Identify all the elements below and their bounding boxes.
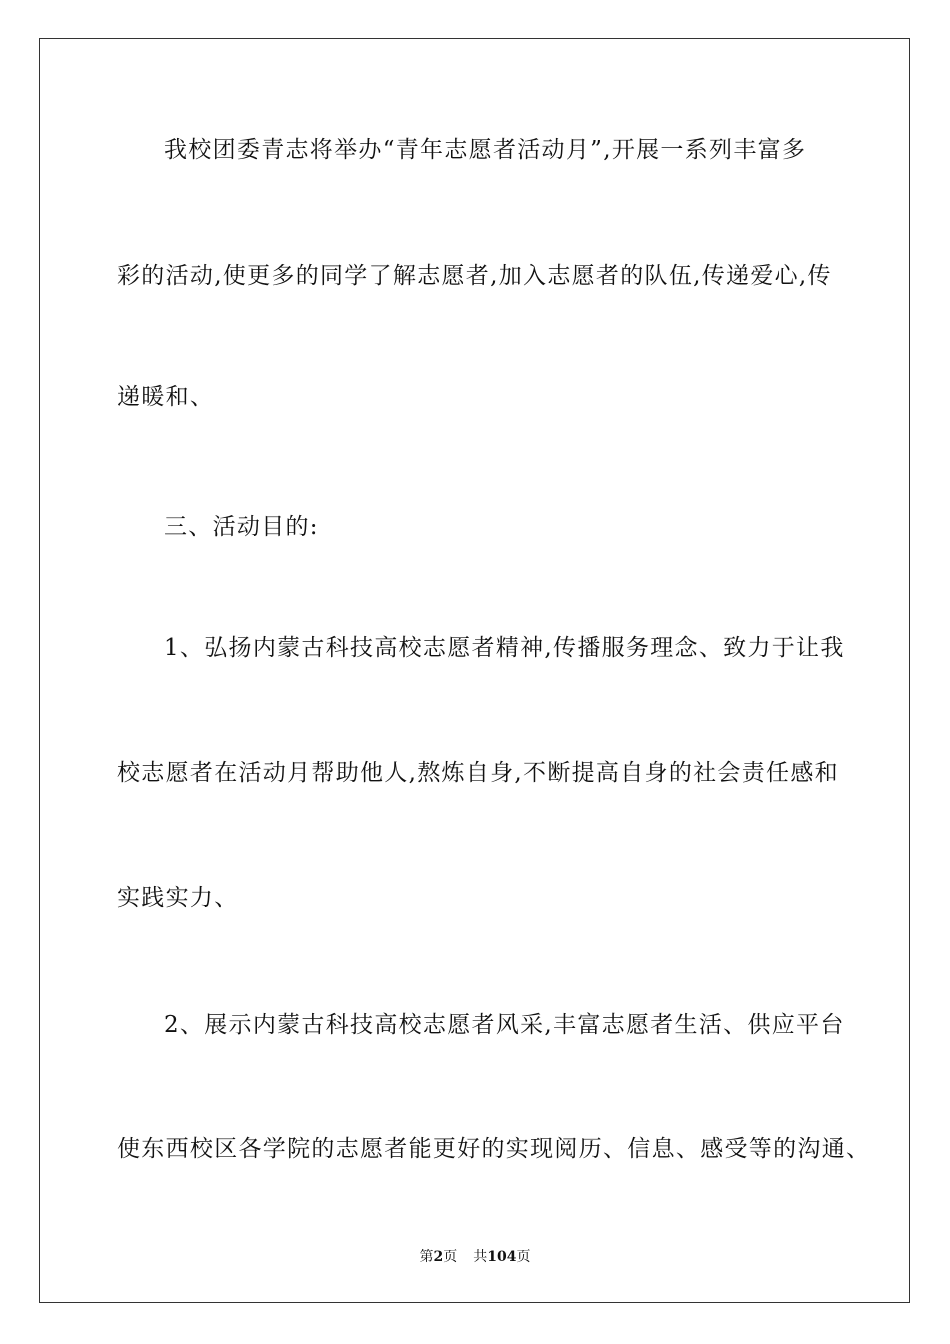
- paragraph-line-7: 2、展示内蒙古科技高校志愿者风采,丰富志愿者生活、供应平台: [164, 1012, 845, 1038]
- page-prefix: 第: [419, 1249, 434, 1265]
- total-pages: 104: [487, 1249, 517, 1265]
- page-frame: [39, 38, 910, 1303]
- paragraph-line-3: 递暖和、: [117, 384, 215, 410]
- paragraph-line-1: 我校团委青志将举办“青年志愿者活动月”,开展一系列丰富多: [164, 137, 807, 163]
- total-suffix: 页: [516, 1249, 531, 1265]
- paragraph-line-4: 1、弘扬内蒙古科技高校志愿者精神,传播服务理念、致力于让我: [164, 635, 845, 661]
- section-heading: 三、活动目的:: [164, 514, 319, 540]
- paragraph-line-2: 彩的活动,使更多的同学了解志愿者,加入志愿者的队伍,传递爱心,传: [117, 263, 832, 289]
- page-footer: [0, 1248, 950, 1266]
- total-prefix: 共: [473, 1249, 488, 1265]
- page-number: 2: [433, 1249, 444, 1265]
- paragraph-line-5: 校志愿者在活动月帮助他人,熬炼自身,不断提高自身的社会责任感和: [117, 760, 839, 786]
- page-suffix: 页: [443, 1249, 458, 1265]
- paragraph-line-6: 实践实力、: [117, 885, 239, 911]
- paragraph-line-8: 使东西校区各学院的志愿者能更好的实现阅历、信息、感受等的沟通、: [117, 1136, 871, 1162]
